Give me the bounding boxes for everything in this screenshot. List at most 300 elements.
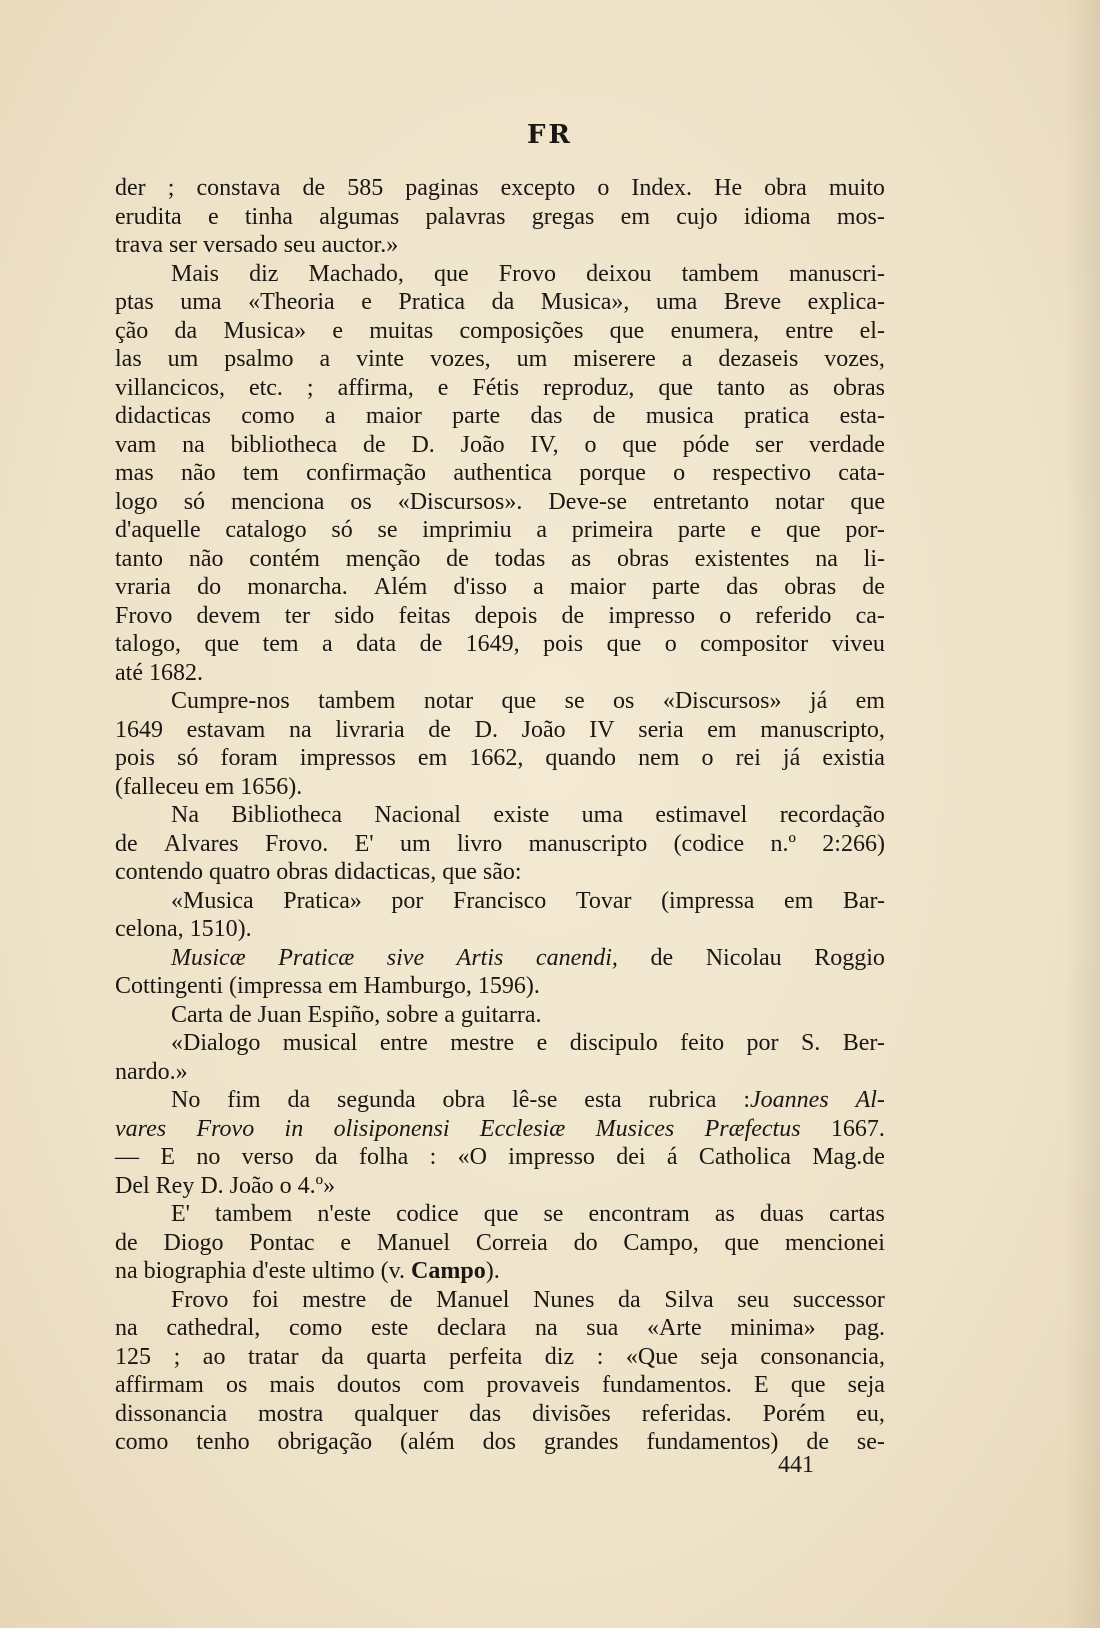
text-run: ). [485,1258,500,1284]
word: lê-se [512,1087,558,1113]
word: codice [396,1201,459,1227]
word: «Dialogo [171,1030,261,1056]
text-line [115,288,885,317]
word: no [196,1144,221,1170]
text-run: contendo quatro obras didacticas, que são: [115,859,522,885]
word: existe [493,802,550,828]
word: Francisco [452,887,547,914]
word: 585 [347,175,384,201]
word: referidas. [641,1400,732,1427]
word: IV, [530,431,559,458]
word: em [783,887,814,914]
word: contém [249,545,320,572]
word: com [423,1372,465,1398]
word: ; [306,374,314,401]
word: Pratica» [283,887,362,914]
word: mas [115,460,154,486]
word: pratica [744,403,810,429]
word: vozes, [824,346,885,372]
word: primeira [571,517,654,543]
word: em [620,203,650,230]
bold-reference: Campo [411,1258,486,1284]
word: livro [456,830,503,857]
word: um [167,346,199,372]
word: ao [202,1343,226,1370]
word: obrigação [277,1429,373,1455]
word: parte [652,574,700,600]
text-run: trava ser versado seu auctor.» [115,232,399,258]
word: ção [115,317,149,344]
word: este [370,1315,409,1341]
word: Index. [631,175,693,201]
word: os [350,488,372,515]
word: na [182,431,205,458]
word: grandes [543,1429,619,1455]
word: olisiponensi [333,1115,450,1142]
word: Musica», [540,289,630,315]
word: que [609,317,645,344]
word: etc. [248,374,283,401]
text-line [115,431,885,460]
word: Bar- [842,887,885,914]
word: el- [859,317,885,344]
text-line [115,687,885,716]
word: duas [759,1201,804,1227]
word: der [115,175,146,201]
word: gregas [531,203,595,230]
word: na [115,1315,138,1341]
word: a [324,403,336,429]
word: por [391,887,424,914]
word: da [321,1343,344,1370]
word: diz [249,260,279,287]
word: Frovo [115,602,173,629]
text-line [115,260,885,289]
word: das [530,403,563,429]
word: se [564,688,585,714]
word: tem [242,460,279,486]
word: : [596,1343,604,1370]
word: Bibliotheca [231,802,342,828]
word: esta [584,1087,622,1113]
text-line [115,203,885,232]
word: do [573,1229,598,1256]
word: ter [284,602,311,629]
text-line [115,1428,885,1457]
word: talogo, [115,631,181,657]
word: parte [452,403,501,429]
text-run: celona, 1510). [115,916,252,942]
word: tanto [115,545,163,572]
word: fim [227,1087,261,1113]
word: Musices [595,1115,675,1142]
word: sua [586,1315,619,1341]
word: notar [775,488,825,515]
word: IV [589,716,615,743]
word: que [483,1201,519,1227]
word: successor [792,1286,885,1313]
word: da [287,1087,311,1113]
word: rubrica [648,1087,717,1113]
word: S. [800,1030,821,1056]
word: 2:266) [822,830,885,857]
word: de [419,631,443,657]
word: a [319,346,331,372]
word: uma [655,289,698,315]
word: de [389,1286,413,1313]
word: Deve-se [548,488,628,515]
word: de [862,574,885,600]
text-line [115,174,885,203]
word: verdade [808,431,885,458]
word: Tovar [575,887,632,914]
word: Nunes [533,1286,595,1313]
word: vares [115,1115,167,1142]
word: feitas [398,602,451,629]
word: feito [680,1030,725,1056]
word: ; [167,175,175,201]
word: eu, [856,1400,885,1427]
word: que [790,1372,826,1398]
word: se [377,517,398,543]
word: Manuel [376,1229,451,1256]
word: que [724,1229,760,1256]
text-line [115,374,885,403]
word: cartas [828,1201,885,1227]
text-run: na biographia d'este ultimo (v. [115,1258,412,1284]
word: viveu [831,631,885,657]
text-line [115,830,885,859]
word: Frovo. [264,830,329,857]
word: a [533,574,544,600]
word: verso [241,1144,294,1170]
word: livraria [335,716,405,743]
word: erudita [115,203,182,230]
word: Musicæ [171,944,246,971]
word: reproduz, [543,374,635,401]
word: Pontac [249,1229,315,1256]
word: encontram [588,1201,690,1227]
word: de [363,431,386,458]
word: menciona [231,488,325,515]
word: e [437,374,449,401]
word: discipulo [569,1030,658,1056]
word: referido [755,602,832,629]
word: (codice [673,830,745,857]
word: como [241,403,295,429]
text-line [115,1143,885,1172]
word: só [183,488,206,515]
word: algumas [319,203,400,230]
word: depois [474,602,538,629]
word: excepto [500,175,576,201]
word: a [322,631,333,657]
word: bibliotheca [230,431,338,458]
word: notar [423,688,474,714]
word: entre [379,1030,428,1056]
word: parte [677,517,726,543]
text-line [115,630,885,659]
word: monarcha. [247,574,348,600]
word: explica- [807,289,885,315]
word: data [356,631,397,657]
word: Catholica [698,1144,791,1170]
word: Artis [456,944,504,971]
word: de [115,1229,138,1256]
word: : [429,1144,437,1170]
text-line [115,317,885,346]
word: 125 [115,1343,151,1370]
word: João [521,716,566,743]
word: que [501,688,537,714]
word: devem [196,602,261,629]
word: só [331,517,353,543]
text-line [115,573,885,602]
word: as [714,1201,735,1227]
word: Pratica [398,289,466,315]
word: recordação [779,802,885,828]
word: Fétis [472,374,520,401]
word: de [806,1429,829,1455]
word: D. [474,716,498,743]
word: póde [682,431,730,458]
word: seja [847,1372,885,1398]
word: E' [171,1201,190,1227]
text-line [115,488,885,517]
word: E' [354,830,374,857]
word: obra [764,175,807,201]
word: musica [645,403,714,429]
text-line [115,1200,885,1229]
word: pag. [844,1315,885,1341]
word: que [850,488,885,515]
text-line [115,1400,885,1429]
text-line [115,1115,885,1144]
word: diz [544,1343,575,1370]
word: d'aquelle [115,517,201,543]
text-line [115,858,885,887]
text-line [115,944,885,973]
word: de [302,175,326,201]
word: entre [785,317,834,344]
word: Correia [475,1229,548,1256]
word: Breve [723,289,782,315]
text-line [115,1229,885,1258]
word: de [115,830,138,857]
word: existia [822,745,885,771]
word: de [592,403,616,429]
word: o [664,631,677,657]
text-run: Cottingenti (impressa em Hamburgo, 1596). [115,973,540,999]
word: vozes, [430,346,491,372]
word: 1649, [465,631,520,657]
word: enumera, [670,317,760,344]
word: Roggio [814,944,885,971]
word: Alvares [163,830,239,857]
word: D. [411,431,435,458]
word: Mais [171,260,219,287]
word: Diogo [163,1229,224,1256]
word: Além [373,574,428,600]
word: esta- [839,403,885,429]
word: affirmam [115,1372,204,1398]
word: «Discursos» [662,688,782,714]
word: las [115,346,142,372]
word: obras [832,374,885,401]
word: em [855,688,885,714]
text-line [115,1001,885,1030]
word: e [332,317,343,344]
word: E [160,1144,175,1170]
word: que [785,517,821,543]
word: vam [115,431,157,458]
word: respectivo [712,460,812,486]
word: confirmação [306,460,427,486]
word: muito [828,175,885,201]
text-line [115,716,885,745]
word: de [650,944,674,971]
word: ptas [115,289,154,315]
word: o [719,602,732,629]
word: das [726,574,759,600]
word: pois [543,631,584,657]
word: já [782,745,801,771]
word: canendi, [535,944,618,971]
word: mestre [450,1030,515,1056]
word: não [180,460,216,486]
word: que [433,260,469,287]
word: fundamentos. [601,1372,732,1398]
text-run: nardo.» [115,1058,188,1085]
word: compositor [700,631,809,657]
word: muitas [369,317,434,344]
word: mencionei [784,1229,885,1256]
word: perfeita [448,1343,523,1370]
word: quando [545,745,617,771]
word: sive [386,944,425,971]
word: Porém [762,1400,826,1427]
word: de [428,716,451,743]
word: (além [400,1429,455,1455]
word: a [536,517,548,543]
word: impresso [508,1144,595,1170]
word: — [115,1144,139,1170]
word: composições [459,317,584,344]
word: á [666,1144,678,1170]
word: dei [616,1144,646,1170]
word: tinha [244,203,293,230]
text-run: (falleceu em 1656). [115,773,303,800]
word: Ber- [842,1030,885,1056]
word: uma [581,802,623,828]
word: pois [115,745,156,771]
word: Frovo [171,1286,229,1313]
word: estimavel [655,802,748,828]
word: provaveis [486,1372,580,1398]
word: Praticæ [278,944,355,971]
word: um [516,346,548,372]
text-line [115,402,885,431]
word: tem [262,631,299,657]
word: doutos [336,1372,401,1398]
word: do [197,574,222,600]
word: mos- [836,203,885,230]
text-run: Del Rey D. João o 4.º» [115,1172,336,1199]
text-line [115,602,885,631]
word: segunda [337,1087,416,1113]
word: paginas [405,175,479,201]
word: ; [173,1343,181,1370]
word: quarta [366,1343,427,1370]
text-line [115,345,885,374]
word: Machado, [308,260,404,287]
text-line [115,516,885,545]
body-text [115,174,885,1457]
word: declara [436,1315,507,1341]
word: que [658,374,693,401]
word: e [536,1030,548,1056]
word: que [204,631,240,657]
word: maior [569,574,626,600]
text-line [115,1286,885,1315]
word: «Musica [171,887,254,914]
word: da [174,317,198,344]
word: de [446,545,469,572]
word: He [714,175,743,201]
word: mais [269,1372,315,1398]
word: obra [442,1087,486,1113]
text-line [115,801,885,830]
word: logo [115,488,158,515]
word: tambem [681,260,759,287]
word: os [613,688,635,714]
word: «O [457,1144,487,1170]
word: villancicos, [115,374,225,401]
word: mostra [257,1400,324,1427]
word: vraria [115,574,171,600]
word: tenho [196,1429,250,1455]
word: existentes [694,545,790,572]
word: se [543,1201,564,1227]
word: na [288,716,312,743]
word: palavras [425,203,506,230]
word: e [207,203,219,230]
text-line [115,773,885,802]
word: se- [856,1429,885,1455]
word: folha [358,1144,409,1170]
page-fold-shadow [1066,0,1100,1628]
word: divisões [532,1400,611,1427]
word: por [746,1030,779,1056]
word: foram [220,745,278,771]
word: da [618,1286,641,1313]
text-line [115,887,885,916]
word: authentica [453,460,552,486]
word: dezaseis [718,346,799,372]
word: d'isso [453,574,508,600]
word: idioma [743,203,811,230]
word: catalogo [225,517,307,543]
word: seja [700,1343,738,1370]
word: rei [735,745,761,771]
word: o [597,175,610,201]
word: os [225,1372,248,1398]
text-line [115,1314,885,1343]
word: ca- [855,602,885,629]
text-run: até 1682. [115,659,203,686]
word: n.º [770,830,796,857]
word: mestre [302,1286,367,1313]
